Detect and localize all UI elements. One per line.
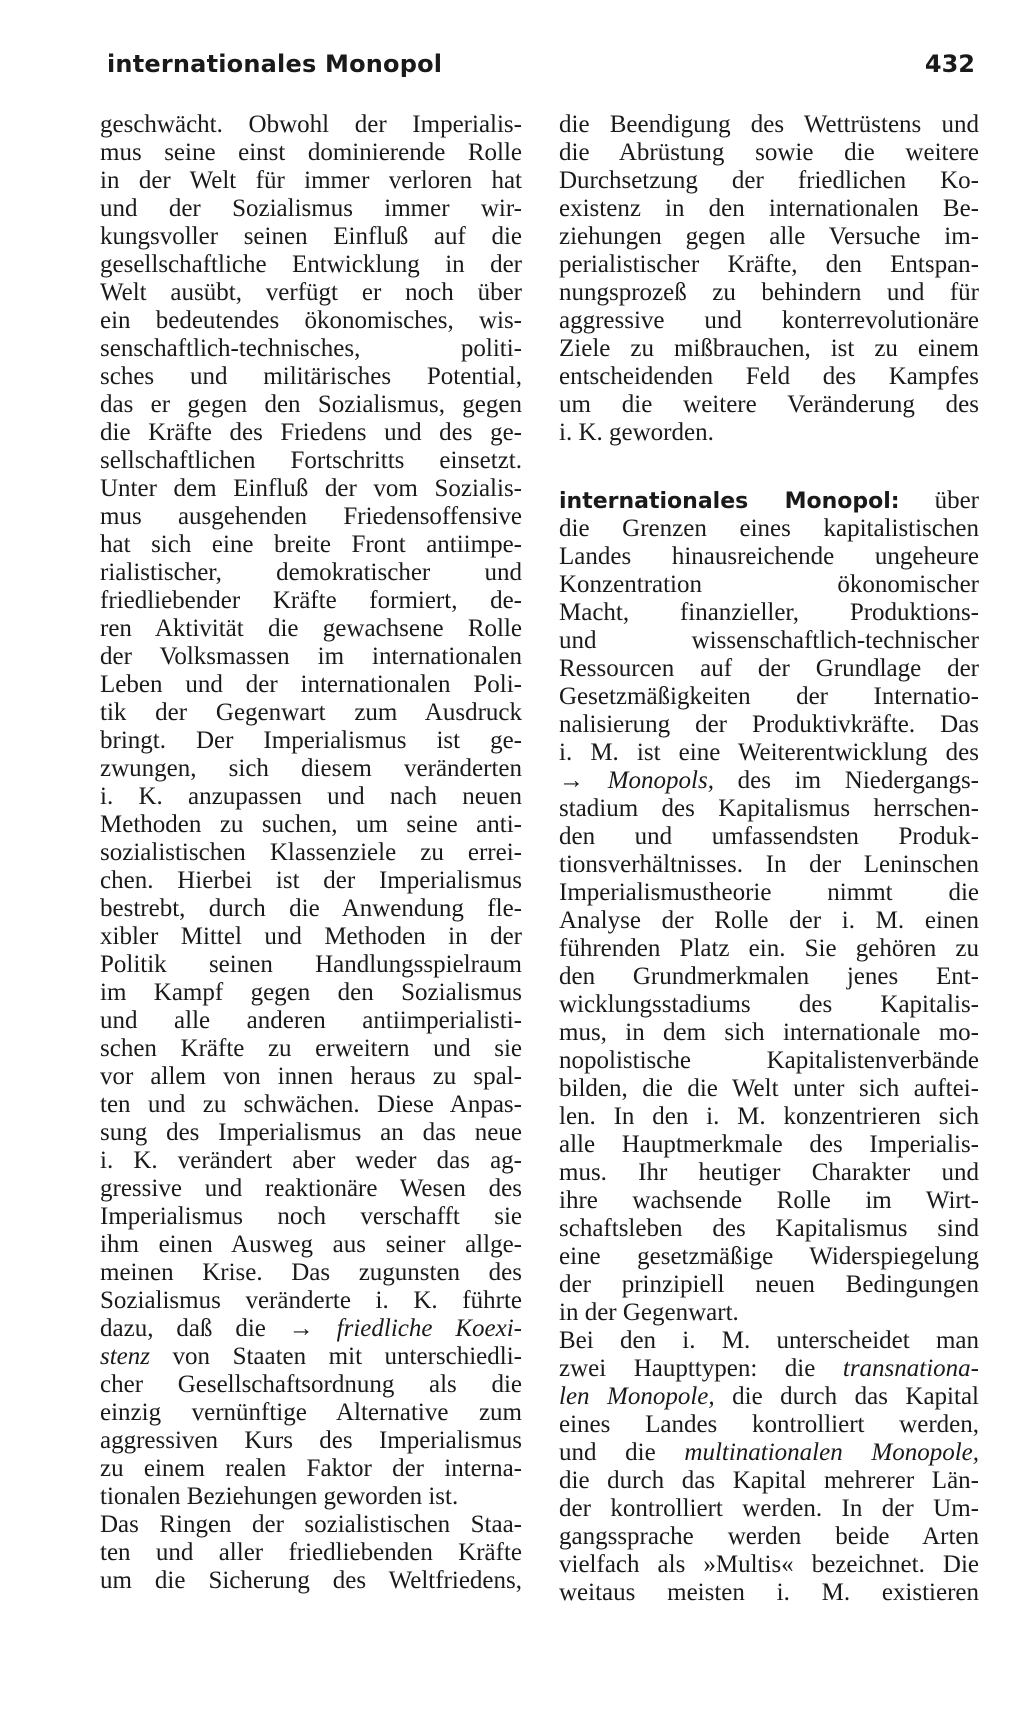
page-number: 432 — [924, 50, 975, 78]
text-line: schaftsleben des Kapitalismus sind — [559, 1215, 979, 1242]
text-line: rialistischer, demokratischer und — [100, 559, 522, 586]
text-line: Konzentration ökonomischer — [559, 571, 979, 598]
term-italic: len Monopole, — [559, 1383, 715, 1410]
text-line: existenz in den internationalen Be- — [559, 195, 979, 222]
text-line: bringt. Der Imperialismus ist ge- — [100, 727, 522, 754]
text-line: ten und aller friedliebenden Kräfte — [100, 1539, 522, 1566]
text-line: einzig vernünftige Alternative zum — [100, 1399, 522, 1426]
text-line: eine gesetzmäßige Widerspiegelung — [559, 1243, 979, 1270]
text-line: sung des Imperialismus an das neue — [100, 1119, 522, 1146]
text-line: gangssprache werden beide Arten — [559, 1523, 979, 1550]
text-line: nungsprozeß zu behindern und für — [559, 279, 979, 306]
text-line: führenden Platz ein. Sie gehören zu — [559, 935, 979, 962]
paragraph-gap — [559, 447, 979, 487]
text-line: ren Aktivität die gewachsene Rolle — [100, 615, 522, 642]
text-line: um die weitere Veränderung des — [559, 391, 979, 418]
text-line: ihre wachsende Rolle im Wirt- — [559, 1187, 979, 1214]
text-line: gressive und reaktionäre Wesen des — [100, 1175, 522, 1202]
text-line: die Beendigung des Wettrüstens und — [559, 111, 979, 138]
text-line: hat sich eine breite Front antiimpe- — [100, 531, 522, 558]
text-line: Imperialismus noch verschafft sie — [100, 1203, 522, 1230]
text-line: sozialistischen Klassenziele zu errei- — [100, 839, 522, 866]
text-line: den und umfassendsten Produk- — [559, 823, 979, 850]
text-line: zu einem realen Faktor der interna- — [100, 1455, 522, 1482]
text-line: ein bedeutendes ökonomisches, wis- — [100, 307, 522, 334]
text-line: aggressiven Kurs des Imperialismus — [100, 1427, 522, 1454]
text-line: der prinzipiell neuen Bedingungen — [559, 1271, 979, 1298]
text-line: die Abrüstung sowie die weitere — [559, 139, 979, 166]
text-line: i. K. geworden. — [559, 419, 714, 446]
text-line: kungsvoller seinen Einfluß auf die — [100, 223, 522, 250]
text-line: ihm einen Ausweg aus seiner allge- — [100, 1231, 522, 1258]
text-line: der kontrolliert werden. In der Um- — [559, 1495, 979, 1522]
text-line: im Kampf gegen den Sozialismus — [100, 979, 522, 1006]
text-line: weitaus meisten i. M. existieren — [559, 1579, 979, 1606]
text-line: zwei Haupttypen: die transnationa- — [559, 1355, 979, 1382]
text-line: cher Gesellschaftsordnung als die — [100, 1371, 522, 1398]
text-line: gesellschaftliche Entwicklung in der — [100, 251, 522, 278]
text-line: der Volksmassen im internationalen — [100, 643, 522, 670]
text-line: stadium des Kapitalismus herrschen- — [559, 795, 979, 822]
text-line: Sozialismus veränderte i. K. führte — [100, 1287, 522, 1314]
text-line: nalisierung der Produktivkräfte. Das — [559, 711, 979, 738]
text-line: vielfach als »Multis« bezeichnet. Die — [559, 1551, 979, 1578]
cross-reference: Monopols, — [584, 767, 714, 794]
text-line: in der Welt für immer verloren hat — [100, 167, 522, 194]
text-line: Imperialismustheorie nimmt die — [559, 879, 979, 906]
text-line: die Grenzen eines kapitalistischen — [559, 515, 979, 542]
text-line: die durch das Kapital mehrerer Län- — [559, 1467, 979, 1494]
left-column — [100, 111, 522, 1595]
text-line: len Monopole, die durch das Kapital — [559, 1383, 979, 1410]
text-line: Methoden zu suchen, um seine anti- — [100, 811, 522, 838]
cross-reference: friedliche Koexi- — [313, 1315, 522, 1342]
right-column — [559, 111, 979, 1607]
text-line: ziehungen gegen alle Versuche im- — [559, 223, 979, 250]
text-line: zwungen, sich diesem veränderten — [100, 755, 522, 782]
text-line: → Monopols, des im Niedergangs- — [559, 767, 979, 794]
term-italic: transnationa- — [842, 1355, 979, 1382]
page-header — [107, 50, 975, 90]
text-line: Ziele zu mißbrauchen, ist zu einem — [559, 335, 979, 362]
text-line: die Kräfte des Friedens und des ge- — [100, 419, 522, 446]
text-line: Ressourcen auf der Grundlage der — [559, 655, 979, 682]
running-head: internationales Monopol — [107, 50, 443, 78]
text-line: bilden, die die Welt unter sich auftei- — [559, 1075, 979, 1102]
text-line: friedliebender Kräfte formiert, de- — [100, 587, 522, 614]
text-line: Gesetzmäßigkeiten der Internatio- — [559, 683, 979, 710]
text-line: i. M. ist eine Weiterentwicklung des — [559, 739, 979, 766]
text-line: mus, in dem sich internationale mo- — [559, 1019, 979, 1046]
text-line: in der Gegenwart. — [559, 1299, 739, 1326]
text-line: Welt ausübt, verfügt er noch über — [100, 279, 522, 306]
text-line: Landes hinausreichende ungeheure — [559, 543, 979, 570]
text-line: und der Sozialismus immer wir- — [100, 195, 522, 222]
text-line: mus seine einst dominierende Rolle — [100, 139, 522, 166]
text-line: chen. Hierbei ist der Imperialismus — [100, 867, 522, 894]
text-line: alle Hauptmerkmale des Imperialis- — [559, 1131, 979, 1158]
entry-keyword: internationales Monopol: — [559, 489, 900, 514]
text-line: Bei den i. M. unterscheidet man — [559, 1327, 979, 1354]
text-line: senschaftlich-technisches, politi- — [100, 335, 522, 362]
cross-reference: stenz — [100, 1343, 150, 1370]
text-line: um die Sicherung des Weltfriedens, — [100, 1567, 522, 1594]
text-line: Macht, finanzieller, Produktions- — [559, 599, 979, 626]
text-line: i. K. anzupassen und nach neuen — [100, 783, 522, 810]
text-line: stenz von Staaten mit unterschiedli- — [100, 1343, 522, 1370]
text-line: und wissenschaftlich-technischer — [559, 627, 979, 654]
text-line: Politik seinen Handlungsspielraum — [100, 951, 522, 978]
text-line: Durchsetzung der friedlichen Ko- — [559, 167, 979, 194]
text-line: tik der Gegenwart zum Ausdruck — [100, 699, 522, 726]
term-italic: multinationalen Monopole, — [684, 1439, 979, 1466]
text-line: aggressive und konterrevolutionäre — [559, 307, 979, 334]
text-line: schen Kräfte zu erweitern und sie — [100, 1035, 522, 1062]
text-line: bestrebt, durch die Anwendung fle- — [100, 895, 522, 922]
text-line: perialistischer Kräfte, den Entspan- — [559, 251, 979, 278]
text-line: wicklungsstadiums des Kapitalis- — [559, 991, 979, 1018]
text-line: mus ausgehenden Friedensoffensive — [100, 503, 522, 530]
text-line: Das Ringen der sozialistischen Staa- — [100, 1511, 522, 1538]
text-line: eines Landes kontrolliert werden, — [559, 1411, 979, 1438]
text-line: tionsverhältnisses. In der Leninschen — [559, 851, 979, 878]
text-line: i. K. verändert aber weder das ag- — [100, 1147, 522, 1174]
text-line: das er gegen den Sozialismus, gegen — [100, 391, 522, 418]
text-line: mus. Ihr heutiger Charakter und — [559, 1159, 979, 1186]
arrow-icon: → — [288, 1315, 314, 1342]
text-line: vor allem von innen heraus zu spal- — [100, 1063, 522, 1090]
text-line: sellschaftlichen Fortschritts einsetzt. — [100, 447, 522, 474]
text-line: Leben und der internationalen Poli- — [100, 671, 522, 698]
text-line: meinen Krise. Das zugunsten des — [100, 1259, 522, 1286]
text-line: und alle anderen antiimperialisti- — [100, 1007, 522, 1034]
text-line: len. In den i. M. konzentrieren sich — [559, 1103, 979, 1130]
text-line: den Grundmerkmalen jenes Ent- — [559, 963, 979, 990]
text-line: tionalen Beziehungen geworden ist. — [100, 1483, 459, 1510]
text-line: Unter dem Einfluß der vom Sozialis- — [100, 475, 522, 502]
text-line: Analyse der Rolle der i. M. einen — [559, 907, 979, 934]
text-line: nopolistische Kapitalistenverbände — [559, 1047, 979, 1074]
text-line: sches und militärisches Potential, — [100, 363, 522, 390]
arrow-icon: → — [559, 767, 584, 794]
text-line: entscheidenden Feld des Kampfes — [559, 363, 979, 390]
text-line: geschwächt. Obwohl der Imperialis- — [100, 111, 522, 138]
text-line: und die multinationalen Monopole, — [559, 1439, 979, 1466]
text-line: xibler Mittel und Methoden in der — [100, 923, 522, 950]
text-line: dazu, daß die → friedliche Koexi- — [100, 1315, 522, 1342]
entry-headline: internationales Monopol: über — [559, 487, 979, 514]
text-line: ten und zu schwächen. Diese Anpas- — [100, 1091, 522, 1118]
